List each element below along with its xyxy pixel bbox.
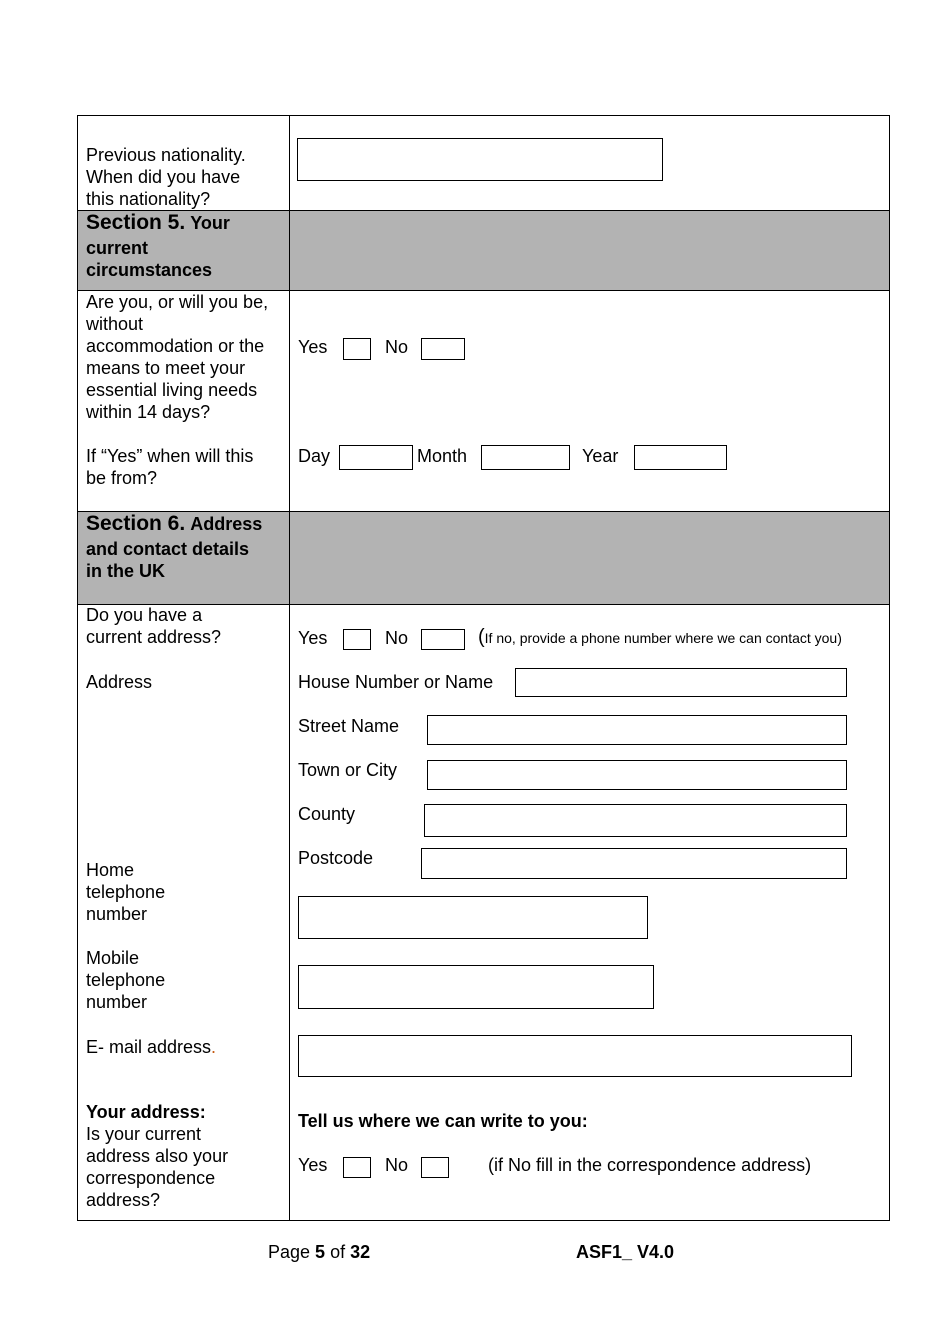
mobile-phone-label-3: number	[86, 992, 148, 1012]
section-5-title-3: circumstances	[86, 260, 213, 280]
postcode-input[interactable]	[421, 848, 847, 879]
form-code: ASF1_ V4.0	[576, 1242, 675, 1262]
accommodation-label-6: within 14 days?	[86, 402, 211, 422]
prev-nationality-label-3: this nationality?	[86, 189, 211, 209]
section-6-heading	[86, 513, 262, 535]
section-5-title-2: current	[86, 238, 149, 258]
email-label	[86, 1036, 216, 1058]
accommodation-no-label: No	[385, 337, 409, 357]
correspondence-no-checkbox[interactable]	[421, 1157, 449, 1178]
section-6-title-2: and contact details	[86, 539, 250, 559]
house-label: House Number or Name	[298, 672, 494, 692]
house-input[interactable]	[515, 668, 847, 697]
day-label: Day	[298, 446, 331, 466]
postcode-label: Postcode	[298, 848, 374, 868]
mobile-phone-label-1: Mobile	[86, 948, 140, 968]
correspondence-label-bold: Your address:	[86, 1102, 206, 1122]
accommodation-no-checkbox[interactable]	[421, 338, 465, 360]
year-input[interactable]	[634, 445, 727, 470]
row-divider	[77, 511, 890, 512]
accommodation-label-3: accommodation or the	[86, 336, 265, 356]
section-5-heading	[86, 212, 230, 234]
home-phone-label-2: telephone	[86, 882, 166, 902]
month-input[interactable]	[481, 445, 570, 470]
county-label: County	[298, 804, 356, 824]
day-input[interactable]	[339, 445, 413, 470]
correspondence-heading: Tell us where we can write to you:	[298, 1111, 588, 1131]
current-address-note	[478, 626, 842, 649]
email-input[interactable]	[298, 1035, 852, 1077]
accommodation-label-5: essential living needs	[86, 380, 258, 400]
accommodation-yes-label: Yes	[298, 337, 328, 357]
prev-nationality-input[interactable]	[297, 138, 663, 181]
home-phone-label-1: Home	[86, 860, 135, 880]
current-address-no-label: No	[385, 628, 409, 648]
county-input[interactable]	[424, 804, 847, 837]
mobile-phone-input[interactable]	[298, 965, 654, 1009]
section-6-number: Section 6.	[86, 512, 186, 535]
correspondence-yes-label: Yes	[298, 1155, 328, 1175]
page-current: 5	[315, 1242, 326, 1262]
section-6-title-1: Address	[190, 514, 263, 534]
email-label-text: E- mail address	[86, 1037, 212, 1057]
column-divider	[289, 115, 290, 1221]
street-label: Street Name	[298, 716, 400, 736]
current-address-note-text: If no, provide a phone number where we can contact you)	[484, 630, 842, 646]
correspondence-note: (if No fill in the correspondence address)	[488, 1155, 812, 1175]
correspondence-label-1: Is your current	[86, 1124, 202, 1144]
page-prefix: Page	[268, 1242, 316, 1262]
home-phone-input[interactable]	[298, 896, 648, 939]
mobile-phone-label-2: telephone	[86, 970, 166, 990]
correspondence-label-2: address also your	[86, 1146, 229, 1166]
email-label-dot: .	[211, 1037, 217, 1057]
row-divider	[77, 210, 890, 211]
month-label: Month	[417, 446, 468, 466]
current-address-yes-checkbox[interactable]	[343, 629, 371, 650]
prev-nationality-label-1: Previous nationality.	[86, 145, 246, 165]
town-label: Town or City	[298, 760, 398, 780]
accommodation-label-1: Are you, or will you be,	[86, 292, 269, 312]
current-address-label-1: Do you have a	[86, 605, 203, 625]
street-input[interactable]	[427, 715, 847, 745]
page-of: of	[325, 1242, 351, 1262]
correspondence-label-3: correspondence	[86, 1168, 216, 1188]
from-date-label-2: be from?	[86, 468, 158, 488]
prev-nationality-label-2: When did you have	[86, 167, 241, 187]
address-label: Address	[86, 672, 153, 692]
correspondence-no-label: No	[385, 1155, 409, 1175]
current-address-label-2: current address?	[86, 627, 222, 647]
section-5-number: Section 5.	[86, 211, 186, 234]
correspondence-yes-checkbox[interactable]	[343, 1157, 371, 1178]
accommodation-yes-checkbox[interactable]	[343, 338, 371, 360]
correspondence-label-4: address?	[86, 1190, 161, 1210]
page-total: 32	[350, 1242, 371, 1262]
section-6-title-3: in the UK	[86, 561, 165, 581]
from-date-label-1: If “Yes” when will this	[86, 446, 254, 466]
accommodation-label-2: without	[86, 314, 144, 334]
current-address-no-checkbox[interactable]	[421, 629, 465, 650]
current-address-note-paren: (	[478, 626, 485, 648]
accommodation-label-4: means to meet your	[86, 358, 246, 378]
town-input[interactable]	[427, 760, 847, 790]
section-5-title-1: Your	[190, 213, 230, 233]
year-label: Year	[582, 446, 619, 466]
home-phone-label-3: number	[86, 904, 148, 924]
page-number	[268, 1241, 370, 1263]
current-address-yes-label: Yes	[298, 628, 328, 648]
